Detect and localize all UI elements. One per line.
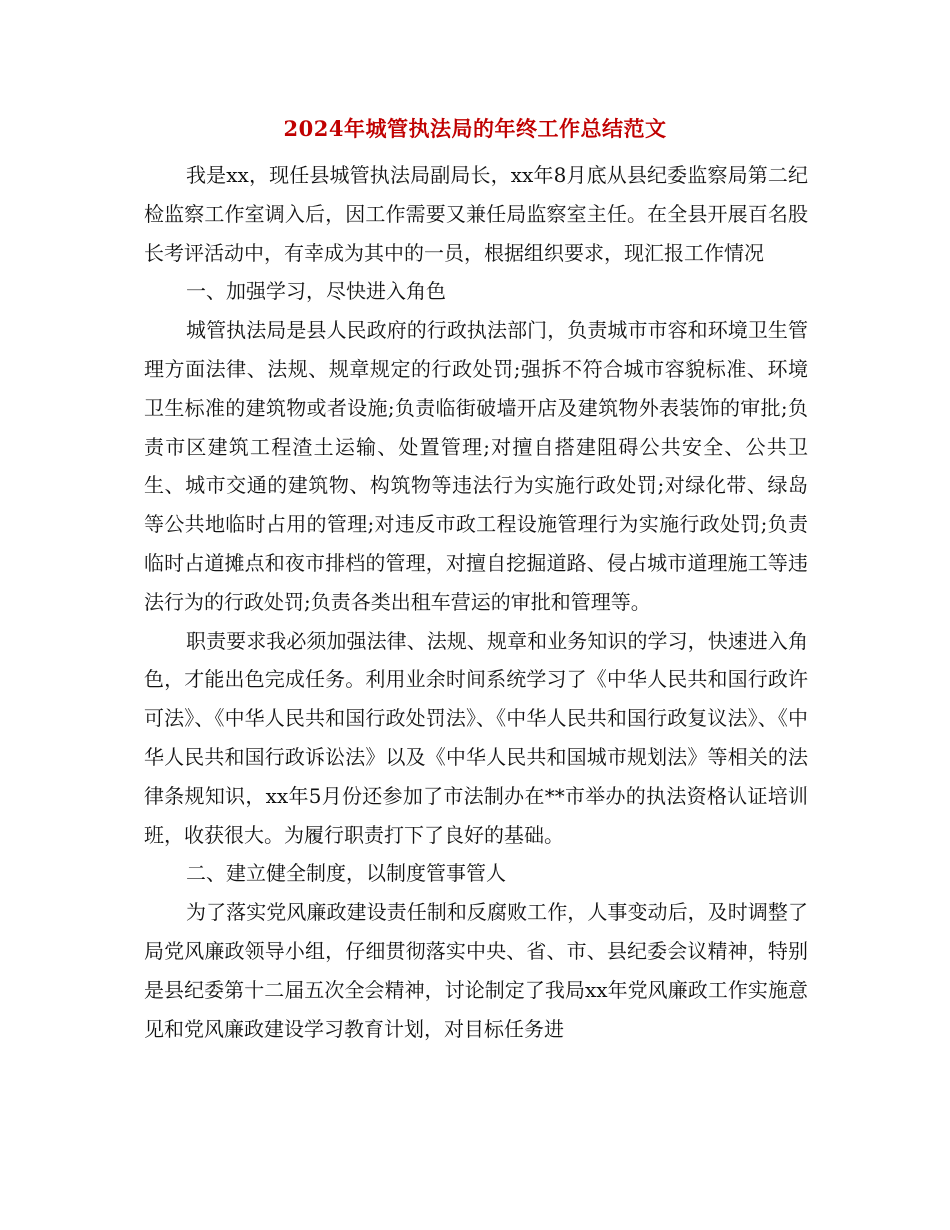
paragraph-study: 职责要求我必须加强法律、法规、规章和业务知识的学习，快速进入角色，才能出色完成任务。利用业余时间系统学习了《中华人民共和国行政许可法》、《中华人民共和国行政处罚法》、《中华人民共和国行政复议法》、《中华人民共和国行政诉讼法》以及《中华人民共和国城市规划法》等相关的法律条规知识，xx年5月份还参加了市法制办在**市举办的执法资格认证培训班，收获很大。为履行职责打下了良好的基础。	[144, 628, 808, 847]
document-title: 2024年城管执法局的年终工作总结范文	[283, 116, 667, 141]
document-body	[144, 156, 808, 1048]
paragraph-duties: 城管执法局是县人民政府的行政执法部门，负责城市市容和环境卫生管理方面法律、法规、规章规定的行政处罚;强拆不符合城市容貌标准、环境卫生标准的建筑物或者设施;负责临街破墙开店及建筑物外表装饰的审批;负责市区建筑工程渣土运输、处置管理;对擅自搭建阻碍公共安全、公共卫生、城市交通的建筑物、构筑物等违法行为实施行政处罚;对绿化带、绿岛等公共地临时占用的管理;对违反市政工程设施管理行为实施行政处罚;负责临时占道摊点和夜市排档的管理，对擅自挖掘道路、侵占城市道理施工等违法行为的行政处罚;负责各类出租车营运的审批和管理等。	[144, 318, 808, 614]
section-heading-2: 二、建立健全制度，以制度管事管人	[186, 861, 506, 886]
paragraph-system: 为了落实党风廉政建设责任制和反腐败工作，人事变动后，及时调整了局党风廉政领导小组，仔细贯彻落实中央、省、市、县纪委会议精神，特别是县纪委第十二届五次全会精神，讨论制定了我局xx年党风廉政工作实施意见和党风廉政建设学习教育计划，对目标任务进	[144, 900, 808, 1041]
paragraph-intro: 我是xx，现任县城管执法局副局长，xx年8月底从县纪委监察局第二纪检监察工作室调入后，因工作需要又兼任局监察室主任。在全县开展百名股长考评活动中，有幸成为其中的一员，根据组织要求，现汇报工作情况	[144, 163, 808, 265]
section-heading-1: 一、加强学习，尽快进入角色	[186, 279, 446, 304]
